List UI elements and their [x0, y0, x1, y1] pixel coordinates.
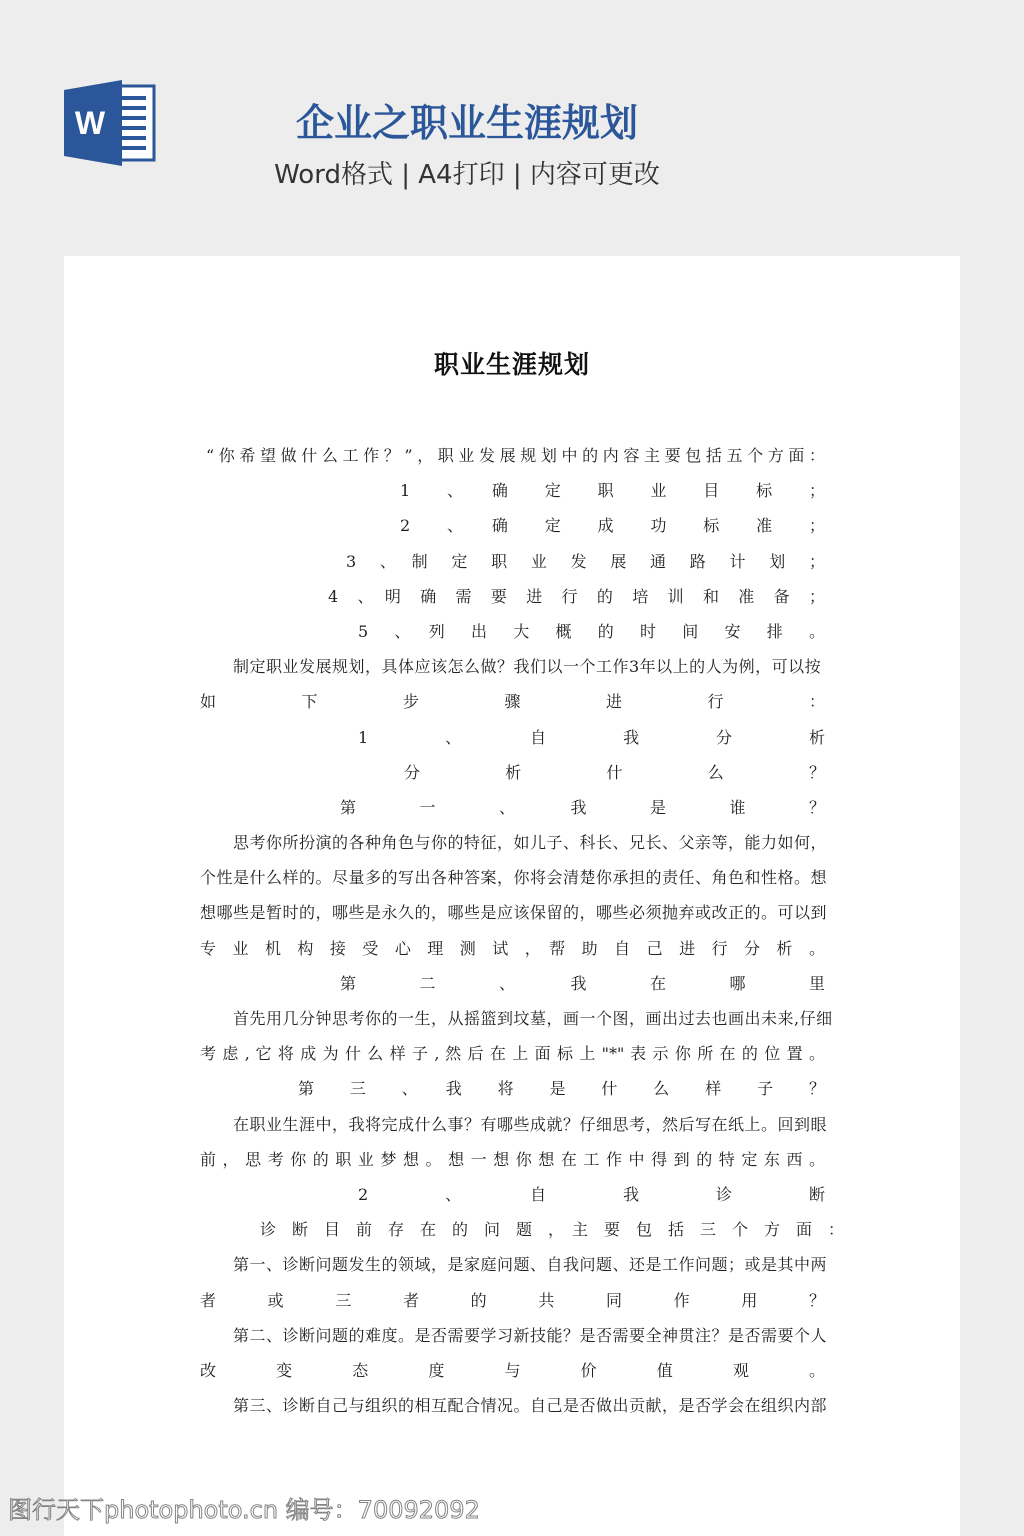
- body-line: 1 、 确 定 职 业 目 标 ；: [400, 481, 825, 501]
- body-line: 第三、诊断自己与组织的相互配合情况。自己是否做出贡献，是否学会在组织内部: [200, 1396, 828, 1416]
- body-line: 首先用几分钟思考你的一生，从摇篮到坟墓，画一个图，画出过去也画出未来,仔细: [200, 1009, 833, 1028]
- body-line: 在职业生涯中，我将完成什么事？有哪些成就？仔细思考，然后写在纸上。回到眼: [200, 1114, 828, 1134]
- body-line: 3 、 制 定 职 业 发 展 通 路 计 划 ；: [346, 551, 825, 571]
- body-line: 思考你所扮演的各种角色与你的特征，如儿子、科长、兄长、父亲等，能力如何，: [200, 833, 828, 853]
- document-body: [200, 438, 845, 1423]
- body-line: 第一、诊断问题发生的领域，是家庭问题、自我问题、还是工作问题；或是其中两: [200, 1255, 828, 1275]
- body-line: 5 、 列 出 大 概 的 时 间 安 排 。: [358, 621, 825, 641]
- body-line: 想哪些是暂时的，哪些是永久的，哪些是应该保留的，哪些必须抛弃或改正的。可以到: [200, 903, 828, 923]
- body-line: 者 或 三 者 的 共 同 作 用 ？: [200, 1290, 825, 1310]
- body-line: 改 变 态 度 与 价 值 观 。: [200, 1360, 825, 1380]
- body-line: 1 、 自 我 分 析: [358, 727, 825, 747]
- body-line: 个性是什么样的。尽量多的写出各种答案，你将会清楚你承担的责任、角色和性格。想: [200, 868, 828, 888]
- body-line: 第 三 、 我 将 是 什 么 样 子 ？: [298, 1079, 825, 1099]
- body-line: 诊 断 目 前 存 在 的 问 题 ， 主 要 包 括 三 个 方 面 ：: [260, 1220, 845, 1240]
- document-title: 职业生涯规划: [433, 350, 590, 379]
- body-line: 2 、 自 我 诊 断: [358, 1184, 825, 1204]
- body-line: 前，思考你的职业梦想。想一想你想在工作中得到的特定东西。: [200, 1149, 825, 1169]
- body-line: 第 二 、 我 在 哪 里: [340, 973, 825, 993]
- body-line: “你希望做什么工作？”，职业发展规划中的内容主要包括五个方面：: [206, 446, 825, 465]
- body-line: 分 析 什 么 ？: [404, 762, 825, 782]
- body-line: 制定职业发展规划，具体应该怎么做？我们以一个工作3年以上的人为例，可以按: [200, 657, 822, 677]
- banner-subtitle: Word格式 | A4打印 | 内容可更改: [274, 160, 660, 190]
- banner-title: 企业之职业生涯规划: [295, 101, 638, 145]
- body-line: 第二、诊断问题的难度。是否需要学习新技能？是否需要全神贯注？是否需要个人: [200, 1325, 828, 1345]
- watermark: 图行天下photophoto.cn 编号：70092092: [8, 1496, 480, 1524]
- body-line: 专 业 机 构 接 受 心 理 测 试 ， 帮 助 自 己 进 行 分 析 。: [200, 938, 825, 958]
- body-line: 4 、 明 确 需 要 进 行 的 培 训 和 准 备 ；: [328, 586, 825, 606]
- body-line: 考 虑 , 它 将 成 为 什 么 样 子 , 然 后 在 上 面 标 上 "*" 表 示 你 所 在 的 位 置 。: [200, 1044, 825, 1064]
- body-line: 如 下 步 骤 进 行 ：: [200, 692, 825, 712]
- banner: [0, 0, 1024, 250]
- body-line: 第 一 、 我 是 谁 ？: [340, 797, 825, 817]
- body-line: 2 、 确 定 成 功 标 准 ；: [400, 516, 825, 536]
- word-icon-label: W: [74, 105, 106, 141]
